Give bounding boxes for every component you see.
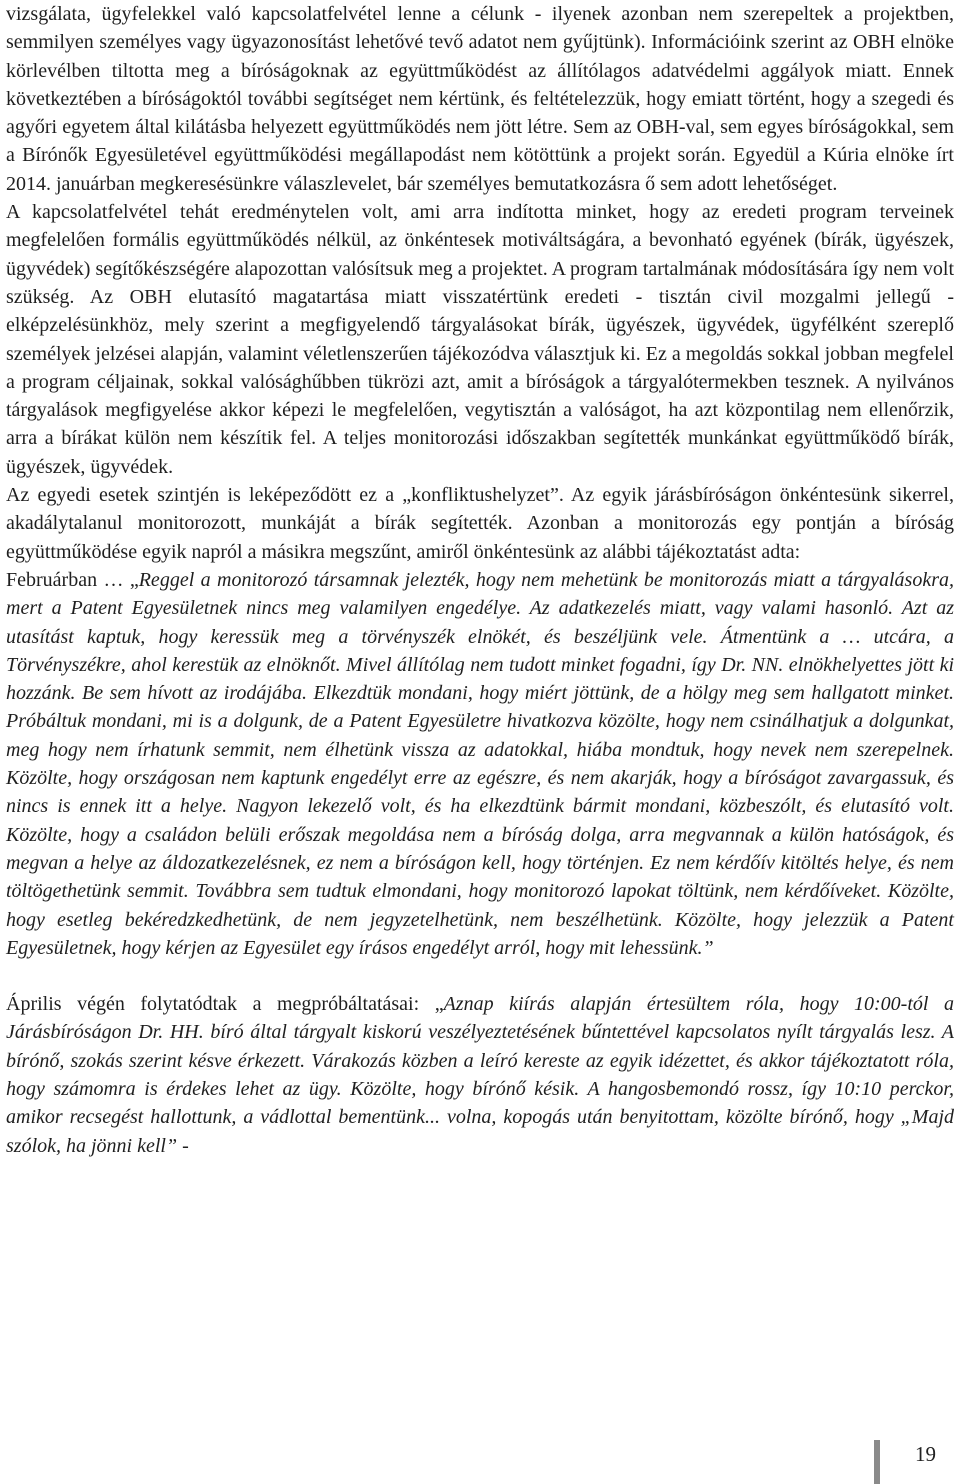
quote-intro: Április végén folytatódtak a megpróbáltatásai: „	[6, 993, 444, 1016]
quote-intro: Februárban … „	[6, 568, 139, 591]
paragraph-gap	[6, 962, 954, 990]
paragraph-2	[6, 198, 954, 481]
paragraph-text: vizsgálata, ügyfelekkel való kapcsolatfelvétel lenne a célunk - ilyenek azonban nem szerepeltek a projektben, semmilyen személyes vagy ügyazonosítást lehetővé tevő adatot nem gyűjtünk). Információink szerint az OBH elnöke körlevélben tiltotta meg a bíróságoknak az együttműködést az állítólagos adatvédelmi aggályok miatt. Ennek következtében a bíróságoktól további segítséget nem kértünk, és feltételezzük, hogy emiatt történt, hogy a szegedi és agyőri egyetem által kilátásba helyezett együttműködés nem jött létre. Sem az OBH-val, sem egyes bíróságokkal, sem a Bírónők Egyesületével együttműködési megállapodást nem kötöttünk a projekt során. Egyedül a Kúria elnöke írt 2014. januárban megkeresésünkre válaszlevelet, bár személyes bemutatkozásra ő sem adott lehetőséget.	[6, 3, 954, 195]
paragraph-1	[6, 0, 954, 198]
paragraph-text: A kapcsolatfelvétel tehát eredménytelen volt, ami arra indította minket, hogy az eredeti program terveinek megfelelően formális együttműködés nélkül, az önkéntesek motiváltságára, a bevonható egyének (bírák, ügyészek, ügyvédek) segítőkészségére alapozottan valósítsuk meg a projektet. A program tartalmának módosítására így nem volt szükség. Az OBH elutasító magatartása miatt visszatértünk eredeti - tisztán civil mozgalmi jellegű - elképzelésünkhöz, mely szerint a megfigyelendő tárgyalásokat bírák, ügyészek, ügyvédek, ügyfélként szereplő személyek jelzései alapján, valamint véletlenszerűen tájékozódva választjuk ki. Ez a megoldás sokkal jobban megfelel a program céljainak, sokkal valósághűbben tükrözi azt, amit a bíróságok a tárgyalótermekben tesznek. A nyilvános tárgyalások megfigyelése akkor képezi le megfelelően, vegytisztán a valóságot, ha azt központilag nem ellenőrzik, arra a bírákat külön nem készítik fel. A teljes monitorozási időszakban segítették munkánkat együttműködő bírák, ügyészek, ügyvédek.	[6, 201, 954, 478]
page-number-rule	[874, 1440, 880, 1484]
paragraph-3	[6, 481, 954, 566]
quote-text: Aznap kiírás alapján értesültem róla, hogy 10:00-tól a Járásbíróságon Dr. HH. bíró által tárgyalt kiskorú veszélyeztetésének bűntettével kapcsolatos nyílt tárgyalás lesz. A bírónő, szokás szerint késve érkezett. Várakozás közben a leíró kereste az egyik idézettet, és akkor tájékoztatott róla, hogy számomra is érdekes lehet az ügy. Közölte, hogy bírónő késik. A hangosbemondó rossz, így 10:10 perckor, amikor recsegést hallottunk, a vádlottal bementünk... volna, kopogás után benyitottam, közölte bírónő, hogy „Majd szólok, ha jönni kell” -	[6, 993, 954, 1157]
paragraph-5-quote	[6, 990, 954, 1160]
quote-text: Reggel a monitorozó társamnak jelezték, hogy nem mehetünk be monitorozás miatt a tárgyalásokra, mert a Patent Egyesületnek nincs meg valamilyen engedélye. Az adatkezelés miatt, vagy valami hasonló. Azt az utasítást kaptuk, hogy keressük meg a törvényszék elnökét, és beszéljünk vele. Átmentünk a … utcára, a Törvényszékre, ahol kerestük az elnöknőt. Mivel állítólag nem tudott minket fogadni, így Dr. NN. elnökhelyettes jött ki hozzánk. Be sem hívott az irodájába. Elkezdtük mondani, hogy miért jöttünk, de a hölgy meg sem hallgatott minket. Próbáltuk mondani, mi is a dolgunk, de a Patent Egyesületre hivatkozva közölte, hogy nem csinálhatjuk a dolgunkat, meg hogy nem írhatunk semmit, nem élhetünk vissza az adatokkal, hiába mondtuk, hogy nevek nem szerepelnek. Közölte, hogy országosan nem kaptunk engedélyt erre az egészre, és nem akarják, hogy a bíróságot zavargassuk, és nincs is ennek itt a helye. Nagyon lekezelő volt, és ha elkezdtünk bármit mondani, közbeszólt, és elutasító volt. Közölte, hogy a családon belüli erőszak megoldása nem a bíróság dolga, arra megvannak a külön hatóságok, és megvan a helye az áldozatkezelésnek, ez nem a bíróságon kell, hogy történjen. Ez nem kérdőív kitöltés helye, és nem töltögethetünk semmit. Továbbra sem tudtuk elmondani, hogy monitorozó lapokat töltünk, nem kérdőíveket. Közölte, hogy esetleg bekéredzkedhetünk, de nem jegyzetelhetünk, nem beszélhetünk. Közölte, hogy jelezzük a Patent Egyesületnek, hogy kérjen az Egyesület egy írásos engedélyt arról, hogy mit lehessünk.”	[6, 568, 955, 959]
document-page	[6, 0, 954, 1160]
paragraph-text: Az egyedi esetek szintjén is leképeződött ez a „konfliktushelyzet”. Az egyik járásbíróságon önkéntesünk sikerrel, akadálytalanul monitorozott, munkáját a bírák segítették. Azonban a monitorozás egy pontján a bíróság együttműködése egyik napról a másikra megszűnt, amiről önkéntesünk az alábbi tájékoztatást adta:	[6, 484, 954, 563]
page-number: 19	[915, 1442, 936, 1466]
paragraph-4-quote	[6, 566, 954, 962]
